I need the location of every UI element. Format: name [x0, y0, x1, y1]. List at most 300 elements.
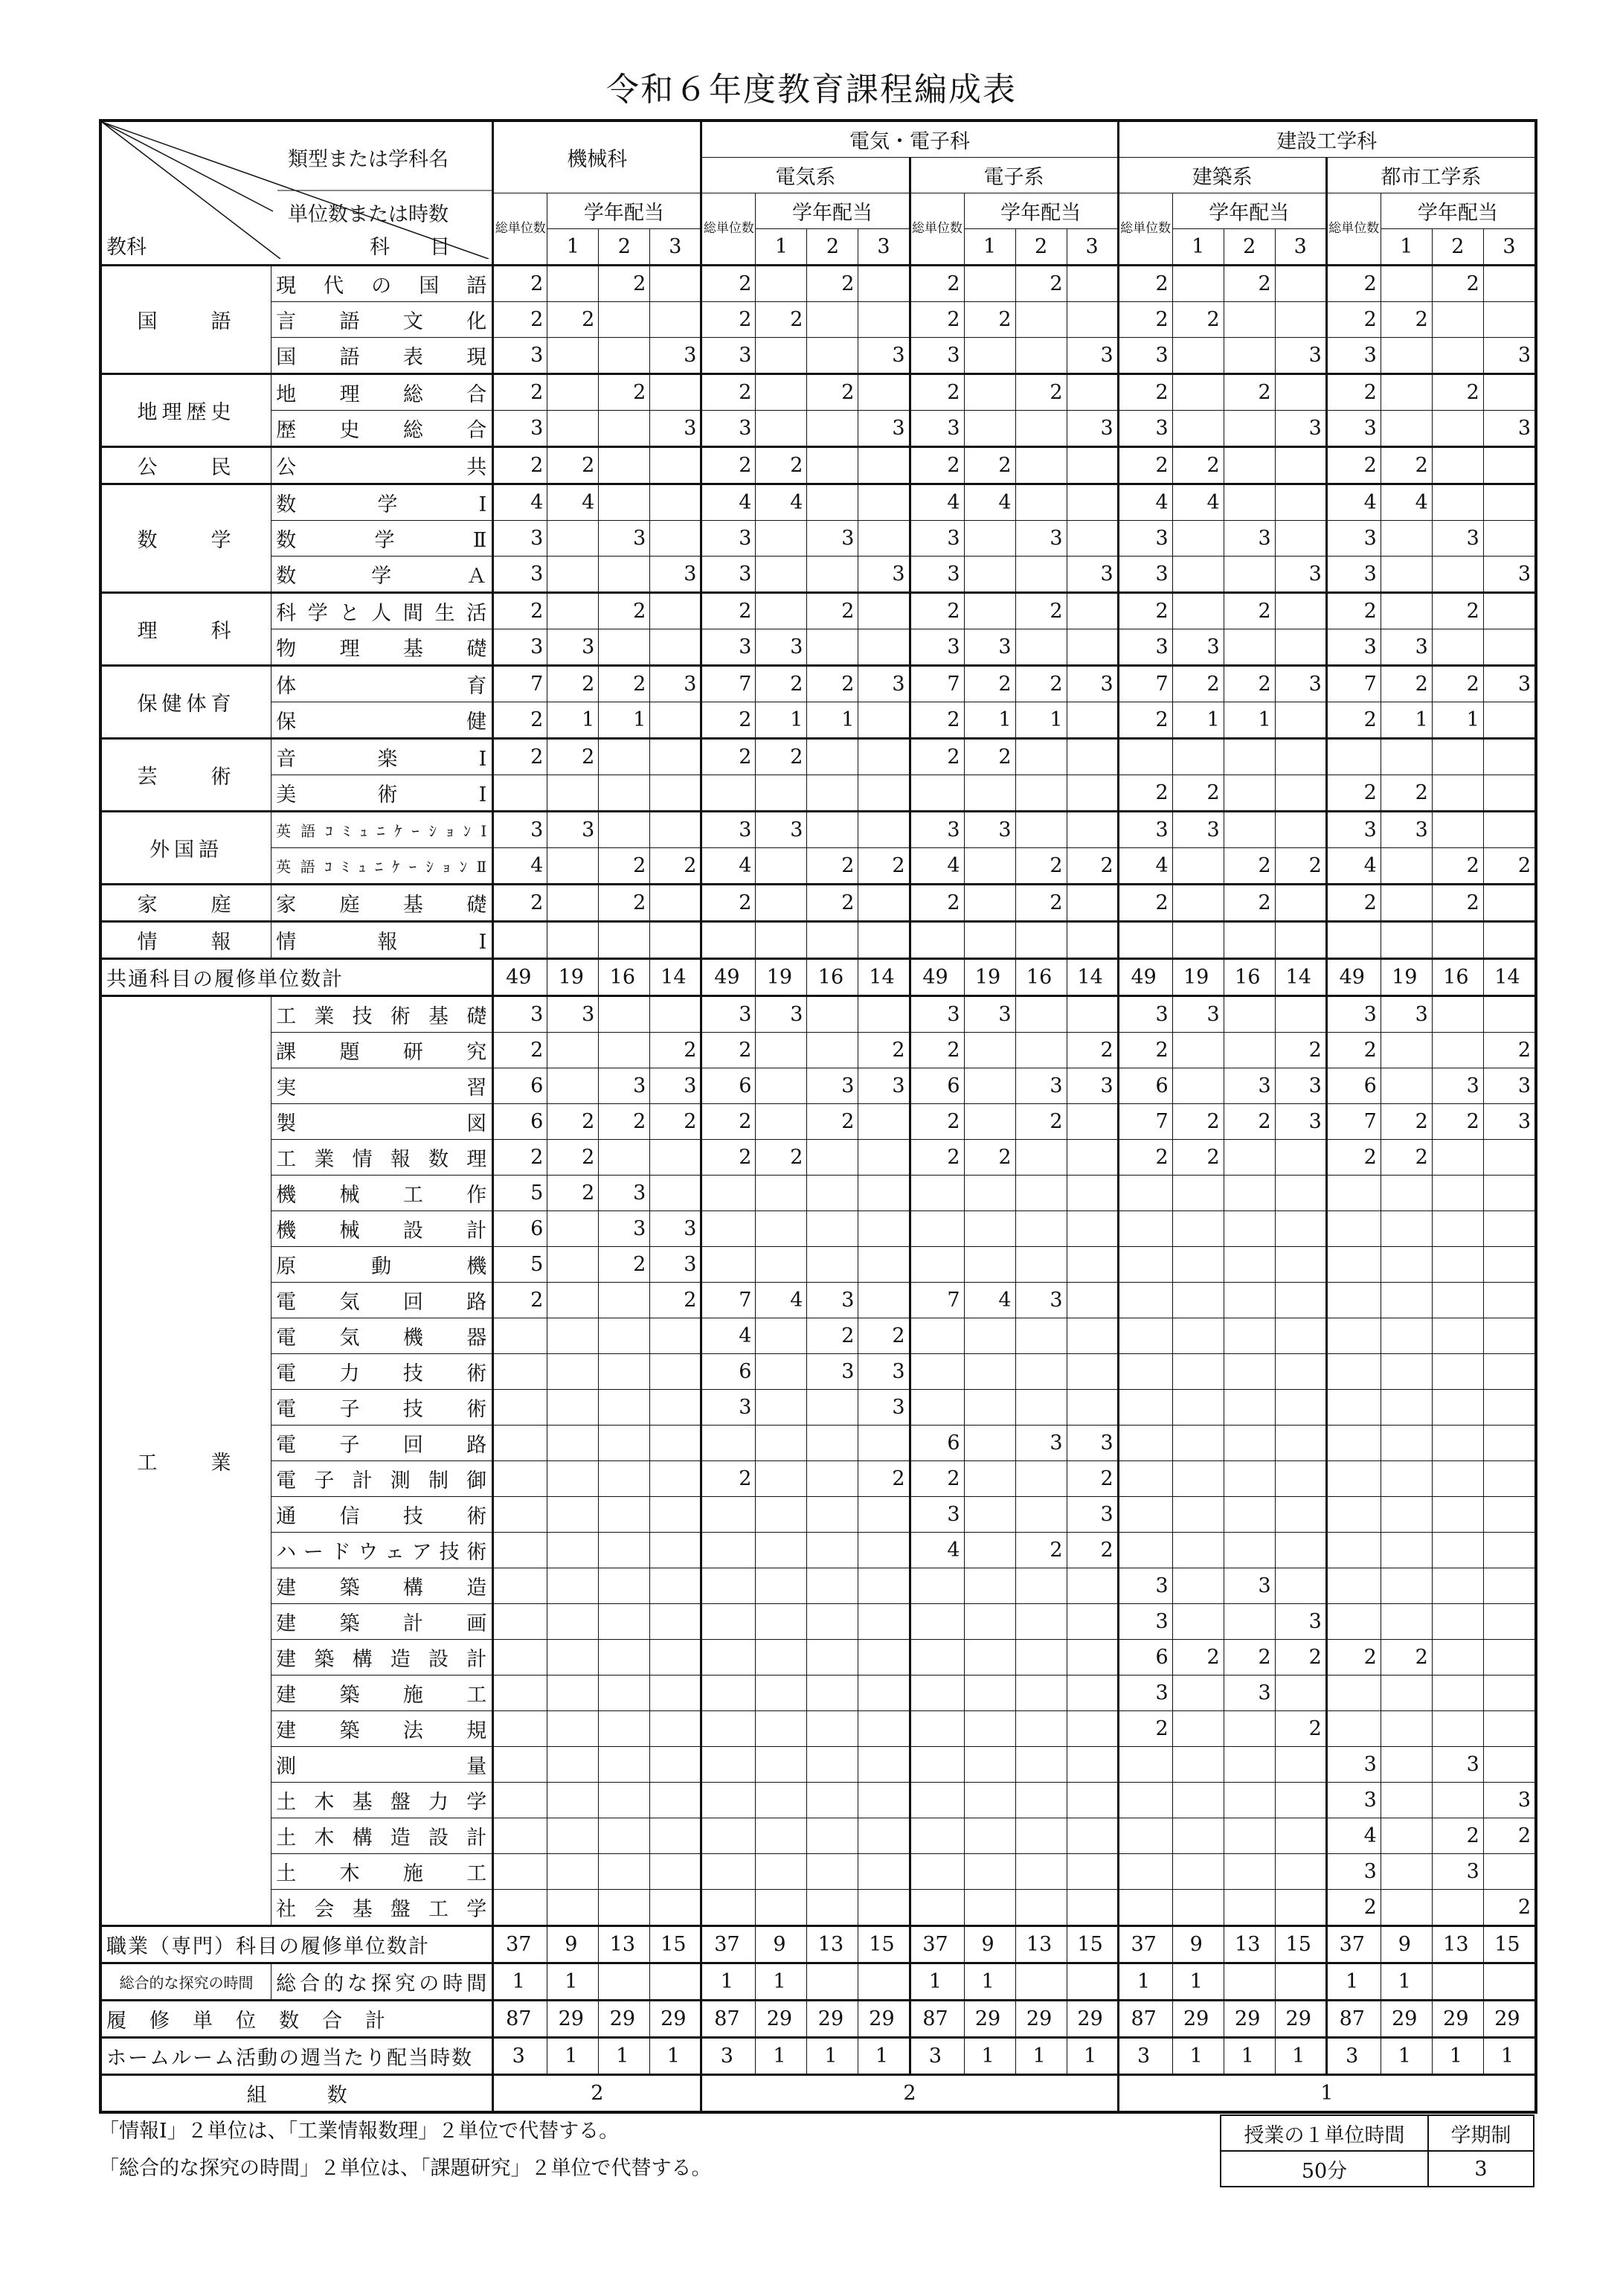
year-units-cell	[756, 1783, 807, 1818]
year-units-cell	[1483, 447, 1534, 484]
year-units-cell: 2	[547, 1104, 599, 1140]
year-units-cell	[599, 1890, 650, 1926]
year-units-cell: 2	[1381, 447, 1432, 484]
year-units-cell: 2	[1381, 1104, 1432, 1140]
kyoka-cell: 家 庭	[102, 885, 271, 922]
year-units-cell	[650, 1604, 701, 1640]
year-units-cell	[1381, 1818, 1432, 1854]
year-units-cell	[1483, 885, 1534, 922]
total-units-cell: 49	[701, 959, 756, 996]
year-units-cell	[807, 1176, 858, 1211]
year-units-cell: 3	[964, 812, 1015, 848]
subject-name: 歴史総合	[271, 411, 493, 447]
total-units-cell: 6	[701, 1068, 756, 1104]
year-units-cell	[1067, 484, 1118, 521]
year-units-cell	[547, 593, 599, 629]
total-units-cell: 2	[910, 1461, 964, 1497]
subject-name: 国語表現	[271, 338, 493, 374]
table-row	[102, 1461, 1535, 1497]
year-units-cell	[807, 922, 858, 959]
year-units-cell	[1432, 1426, 1483, 1461]
table-row	[102, 666, 1535, 702]
year-units-cell	[1381, 1890, 1432, 1926]
year-units-cell	[756, 1247, 807, 1283]
year-units-cell	[807, 1604, 858, 1640]
year-units-cell	[650, 374, 701, 411]
total-units-cell	[1326, 1533, 1381, 1568]
total-units-cell: 2	[1118, 302, 1172, 338]
year-units-cell: 3	[1483, 557, 1534, 593]
year-units-cell	[547, 1283, 599, 1318]
total-units-cell	[701, 1711, 756, 1747]
year-units-cell	[599, 447, 650, 484]
year-units-cell: 2	[599, 1104, 650, 1140]
year-units-cell	[858, 302, 910, 338]
year-units-cell: 2	[547, 302, 599, 338]
total-units-cell: 4	[1326, 1818, 1381, 1854]
total-units-cell	[1326, 1318, 1381, 1354]
year-units-cell: 3	[1483, 1104, 1534, 1140]
year-units-cell: 3	[756, 629, 807, 666]
subject-name: 土木構造設計	[271, 1818, 493, 1854]
unit-time-label: 授業の１単位時間	[1221, 2115, 1428, 2151]
year-units-cell: 3	[1381, 812, 1432, 848]
total-units-cell: 6	[493, 1211, 547, 1247]
year-units-cell	[1224, 775, 1275, 812]
total-units-cell: 3	[910, 521, 964, 557]
year-units-cell	[1432, 557, 1483, 593]
year-units-cell: 2	[1224, 666, 1275, 702]
total-units-cell: 2	[1118, 885, 1172, 922]
year-units-cell	[1224, 1711, 1275, 1747]
total-units-cell: 3	[1326, 1783, 1381, 1818]
year-units-cell	[547, 1211, 599, 1247]
total-units-cell: 2	[493, 739, 547, 775]
year-allocation-header: 学年配当	[1381, 193, 1534, 229]
year-units-cell: 2	[1015, 593, 1067, 629]
total-units-cell: 4	[1118, 848, 1172, 885]
year-units-cell: 2	[650, 848, 701, 885]
year-units-cell	[1432, 1211, 1483, 1247]
total-units-cell: 5	[493, 1247, 547, 1283]
year-units-cell: 2	[1015, 374, 1067, 411]
year-units-cell	[1172, 1747, 1224, 1783]
year-units-cell	[964, 1068, 1015, 1104]
table-row	[102, 521, 1535, 557]
year-units-cell	[756, 1568, 807, 1604]
total-units-cell	[1118, 1818, 1172, 1854]
year-units-cell	[599, 302, 650, 338]
year-units-cell: 2	[807, 1318, 858, 1354]
kyoka-cell: 総合的な探究の時間	[102, 1963, 271, 2001]
year-units-cell: 3	[599, 521, 650, 557]
year-units-cell	[599, 1318, 650, 1354]
year-units-cell	[1483, 1854, 1534, 1890]
year-units-cell	[964, 1818, 1015, 1854]
year-units-cell: 2	[650, 1033, 701, 1068]
year-units-cell	[1015, 1568, 1067, 1604]
year-units-cell: 3	[1067, 1068, 1118, 1104]
total-units-cell	[493, 1354, 547, 1390]
total-units-cell: 2	[910, 447, 964, 484]
year-units-cell	[807, 1854, 858, 1890]
total-units-cell: 5	[493, 1176, 547, 1211]
year-units-cell	[964, 521, 1015, 557]
year-units-cell	[547, 1247, 599, 1283]
table-row	[102, 1711, 1535, 1747]
year-units-cell: 2	[756, 302, 807, 338]
subject-name: 電気回路	[271, 1283, 493, 1318]
subject-name: 建築施工	[271, 1675, 493, 1711]
year-number: 3	[1275, 229, 1326, 266]
year-units-cell	[1275, 1318, 1326, 1354]
year-units-cell: 3	[1483, 1783, 1534, 1818]
total-units-cell: 2	[701, 885, 756, 922]
table-row	[102, 1890, 1535, 1926]
year-number: 3	[1483, 229, 1534, 266]
year-units-cell	[1483, 702, 1534, 739]
year-units-cell: 1	[807, 702, 858, 739]
table-row	[102, 1783, 1535, 1818]
total-units-cell	[493, 1675, 547, 1711]
year-units-cell: 15	[1067, 1926, 1118, 1963]
year-units-cell	[1067, 1818, 1118, 1854]
year-units-cell	[599, 1854, 650, 1890]
total-units-cell: 6	[910, 1068, 964, 1104]
year-number: 1	[964, 229, 1015, 266]
year-units-cell: 3	[599, 1068, 650, 1104]
total-units-cell: 6	[493, 1068, 547, 1104]
year-units-cell: 4	[547, 484, 599, 521]
year-units-cell	[650, 521, 701, 557]
year-units-cell: 4	[964, 1283, 1015, 1318]
total-units-cell: 37	[701, 1926, 756, 1963]
year-units-cell	[1224, 447, 1275, 484]
year-units-cell	[1275, 1818, 1326, 1854]
table-row	[102, 775, 1535, 812]
total-units-cell	[1326, 1211, 1381, 1247]
year-units-cell	[547, 1390, 599, 1426]
year-units-cell	[1172, 374, 1224, 411]
year-units-cell	[964, 1211, 1015, 1247]
year-units-cell	[1015, 484, 1067, 521]
year-units-cell	[1275, 775, 1326, 812]
year-units-cell	[1275, 484, 1326, 521]
year-units-cell	[1381, 1568, 1432, 1604]
year-units-cell: 2	[1432, 1104, 1483, 1140]
year-units-cell	[1275, 1140, 1326, 1176]
year-units-cell	[1172, 1211, 1224, 1247]
year-units-cell: 2	[964, 447, 1015, 484]
year-units-cell	[807, 1390, 858, 1426]
year-units-cell	[1015, 775, 1067, 812]
total-units-cell: 3	[1326, 557, 1381, 593]
year-units-cell: 3	[547, 629, 599, 666]
total-units-cell: 3	[1118, 1604, 1172, 1640]
year-units-cell: 3	[650, 1247, 701, 1283]
year-units-cell	[1275, 1283, 1326, 1318]
year-units-cell: 2	[599, 374, 650, 411]
total-label: 履 修 単 位 数 合 計	[102, 2001, 493, 2038]
year-number: 1	[756, 229, 807, 266]
total-units-cell	[493, 1497, 547, 1533]
year-units-cell: 13	[599, 1926, 650, 1963]
year-units-cell	[547, 922, 599, 959]
year-units-cell: 1	[1381, 702, 1432, 739]
year-units-cell	[1015, 1318, 1067, 1354]
kyoka-cell: 理 科	[102, 593, 271, 666]
year-units-cell	[858, 266, 910, 302]
year-units-cell	[1483, 1211, 1534, 1247]
year-units-cell	[547, 338, 599, 374]
year-units-cell	[1172, 338, 1224, 374]
total-units-cell: 3	[1118, 338, 1172, 374]
year-units-cell	[756, 1533, 807, 1568]
total-units-cell	[701, 775, 756, 812]
table-row	[102, 1818, 1535, 1854]
year-units-cell	[599, 922, 650, 959]
year-units-cell	[1015, 1783, 1067, 1818]
total-units-cell: 3	[701, 521, 756, 557]
total-units-cell: 2	[910, 593, 964, 629]
class-count-value: 2	[493, 2075, 701, 2111]
total-units-cell: 3	[493, 629, 547, 666]
year-units-cell	[1275, 1390, 1326, 1426]
total-units-cell	[701, 1497, 756, 1533]
total-units-cell: 3	[1326, 996, 1381, 1033]
year-units-cell: 1	[1432, 702, 1483, 739]
year-units-cell	[1483, 1533, 1534, 1568]
year-units-cell	[1015, 812, 1067, 848]
year-units-cell	[964, 338, 1015, 374]
total-units-cell: 2	[493, 593, 547, 629]
year-units-cell	[1172, 1247, 1224, 1283]
year-units-cell	[599, 557, 650, 593]
year-units-cell	[1275, 374, 1326, 411]
year-units-cell: 1	[1381, 2038, 1432, 2075]
year-units-cell	[1067, 739, 1118, 775]
subject-name: 実習	[271, 1068, 493, 1104]
total-units-cell	[1118, 1426, 1172, 1461]
year-units-cell	[1432, 739, 1483, 775]
year-units-cell: 14	[1275, 959, 1326, 996]
table-row	[102, 1247, 1535, 1283]
year-units-cell	[1483, 1247, 1534, 1283]
common-total-row	[102, 959, 1535, 996]
total-units-cell: 4	[1326, 484, 1381, 521]
year-units-cell: 3	[1224, 1675, 1275, 1711]
year-units-cell	[1483, 1604, 1534, 1640]
year-units-cell: 1	[964, 702, 1015, 739]
year-units-cell: 3	[1381, 629, 1432, 666]
year-units-cell: 13	[807, 1926, 858, 1963]
year-units-cell	[756, 338, 807, 374]
total-units-cell	[493, 1783, 547, 1818]
table-row	[102, 1497, 1535, 1533]
total-row	[102, 2001, 1535, 2038]
total-units-cell	[701, 1675, 756, 1711]
year-units-cell	[1224, 1818, 1275, 1854]
subject-name: 美術Ⅰ	[271, 775, 493, 812]
year-units-cell: 29	[1015, 2001, 1067, 2038]
year-units-cell	[1015, 1497, 1067, 1533]
total-units-cell	[701, 1783, 756, 1818]
total-units-cell: 1	[1118, 1963, 1172, 2001]
total-units-cell: 1	[910, 1963, 964, 2001]
total-units-cell	[701, 1568, 756, 1604]
year-units-cell: 3	[807, 1068, 858, 1104]
year-units-cell	[1432, 1675, 1483, 1711]
total-units-cell: 3	[910, 2038, 964, 2075]
year-units-cell	[547, 848, 599, 885]
year-units-cell	[807, 447, 858, 484]
year-units-cell: 1	[756, 702, 807, 739]
subject-name: 原動機	[271, 1247, 493, 1283]
year-units-cell	[1432, 996, 1483, 1033]
year-units-cell	[1224, 1497, 1275, 1533]
year-units-cell	[964, 1783, 1015, 1818]
year-units-cell	[858, 812, 910, 848]
total-units-cell	[1118, 1390, 1172, 1426]
year-units-cell: 3	[1275, 1068, 1326, 1104]
year-units-cell	[599, 1426, 650, 1461]
year-units-cell	[1172, 1461, 1224, 1497]
year-units-cell: 3	[1067, 1426, 1118, 1461]
year-units-cell: 1	[547, 2038, 599, 2075]
total-units-cell: 3	[1326, 1747, 1381, 1783]
total-units-cell	[1326, 1711, 1381, 1747]
total-units-cell	[910, 1675, 964, 1711]
class-count-label: 組 数	[102, 2075, 493, 2111]
total-units-cell: 37	[910, 1926, 964, 1963]
total-units-cell	[910, 1711, 964, 1747]
year-units-cell	[1067, 812, 1118, 848]
year-units-cell	[756, 1068, 807, 1104]
total-units-cell: 3	[493, 557, 547, 593]
total-units-cell	[701, 1426, 756, 1461]
year-units-cell	[650, 885, 701, 922]
total-units-cell	[1326, 1426, 1381, 1461]
total-units-cell: 3	[701, 557, 756, 593]
table-row	[102, 1283, 1535, 1318]
year-units-cell: 3	[599, 1176, 650, 1211]
year-units-cell	[547, 1068, 599, 1104]
year-units-cell: 2	[1172, 775, 1224, 812]
total-units-cell: 2	[493, 702, 547, 739]
year-units-cell	[1067, 1247, 1118, 1283]
year-units-cell	[1381, 1747, 1432, 1783]
year-units-cell	[1172, 1533, 1224, 1568]
subject-name: 現代の国語	[271, 266, 493, 302]
subject-name: 機械設計	[271, 1211, 493, 1247]
total-units-cell: 6	[1326, 1068, 1381, 1104]
total-units-cell	[910, 1854, 964, 1890]
year-units-cell: 3	[650, 338, 701, 374]
total-units-cell	[1326, 1675, 1381, 1711]
year-units-cell	[756, 593, 807, 629]
year-units-cell	[807, 484, 858, 521]
footer-box	[1220, 2114, 1534, 2187]
total-units-cell: 2	[1118, 593, 1172, 629]
total-units-cell: 6	[910, 1426, 964, 1461]
year-units-cell	[1015, 1211, 1067, 1247]
total-units-cell	[1326, 1283, 1381, 1318]
year-units-cell	[650, 996, 701, 1033]
table-row	[102, 629, 1535, 666]
year-units-cell	[1015, 557, 1067, 593]
year-units-cell	[756, 1354, 807, 1390]
year-units-cell	[807, 1890, 858, 1926]
table-row	[102, 1426, 1535, 1461]
dept-name: 電気・電子科	[701, 122, 1118, 158]
year-units-cell	[1172, 1176, 1224, 1211]
year-units-cell	[547, 1783, 599, 1818]
year-units-cell: 2	[1067, 1533, 1118, 1568]
total-units-cell: 3	[910, 1497, 964, 1533]
year-units-cell	[858, 1426, 910, 1461]
year-units-cell: 2	[547, 739, 599, 775]
year-units-cell: 16	[807, 959, 858, 996]
subject-name: 機械工作	[271, 1176, 493, 1211]
year-units-cell: 2	[1067, 1461, 1118, 1497]
year-units-cell	[1432, 775, 1483, 812]
total-units-cell: 7	[1118, 666, 1172, 702]
total-units-cell: 2	[1118, 374, 1172, 411]
year-units-cell	[1015, 1640, 1067, 1675]
year-units-cell: 16	[1432, 959, 1483, 996]
year-units-cell	[1275, 1854, 1326, 1890]
total-units-cell	[493, 1747, 547, 1783]
year-units-cell: 3	[1067, 557, 1118, 593]
year-units-cell: 2	[858, 1318, 910, 1354]
year-units-cell	[1381, 1854, 1432, 1890]
year-units-cell	[858, 1747, 910, 1783]
year-units-cell: 3	[1432, 1068, 1483, 1104]
year-units-cell	[1224, 1747, 1275, 1783]
total-units-cell: 2	[701, 1033, 756, 1068]
year-units-cell	[964, 266, 1015, 302]
year-units-cell	[599, 629, 650, 666]
year-units-cell: 29	[807, 2001, 858, 2038]
total-units-cell	[910, 1390, 964, 1426]
year-units-cell	[1172, 1497, 1224, 1533]
year-units-cell	[650, 1640, 701, 1675]
year-units-cell	[964, 1604, 1015, 1640]
total-units-cell	[493, 1390, 547, 1426]
year-units-cell: 1	[858, 2038, 910, 2075]
year-units-cell	[1483, 1390, 1534, 1426]
total-units-cell: 2	[701, 1461, 756, 1497]
class-count-row	[102, 2075, 1535, 2111]
year-units-cell	[1483, 266, 1534, 302]
table-row	[102, 1854, 1535, 1890]
year-number: 3	[858, 229, 910, 266]
year-units-cell	[1381, 848, 1432, 885]
kyoka-cell: 国 語	[102, 266, 271, 374]
year-units-cell: 2	[1275, 1033, 1326, 1068]
total-units-cell: 7	[910, 1283, 964, 1318]
total-units-cell	[1118, 1176, 1172, 1211]
year-units-cell: 2	[599, 1247, 650, 1283]
year-units-cell	[1483, 1963, 1534, 2001]
year-units-cell	[807, 1461, 858, 1497]
table-row	[102, 484, 1535, 521]
total-units-cell	[910, 1318, 964, 1354]
year-units-cell	[1224, 1354, 1275, 1390]
year-units-cell	[756, 1747, 807, 1783]
year-units-cell	[858, 1283, 910, 1318]
year-units-cell: 3	[650, 557, 701, 593]
